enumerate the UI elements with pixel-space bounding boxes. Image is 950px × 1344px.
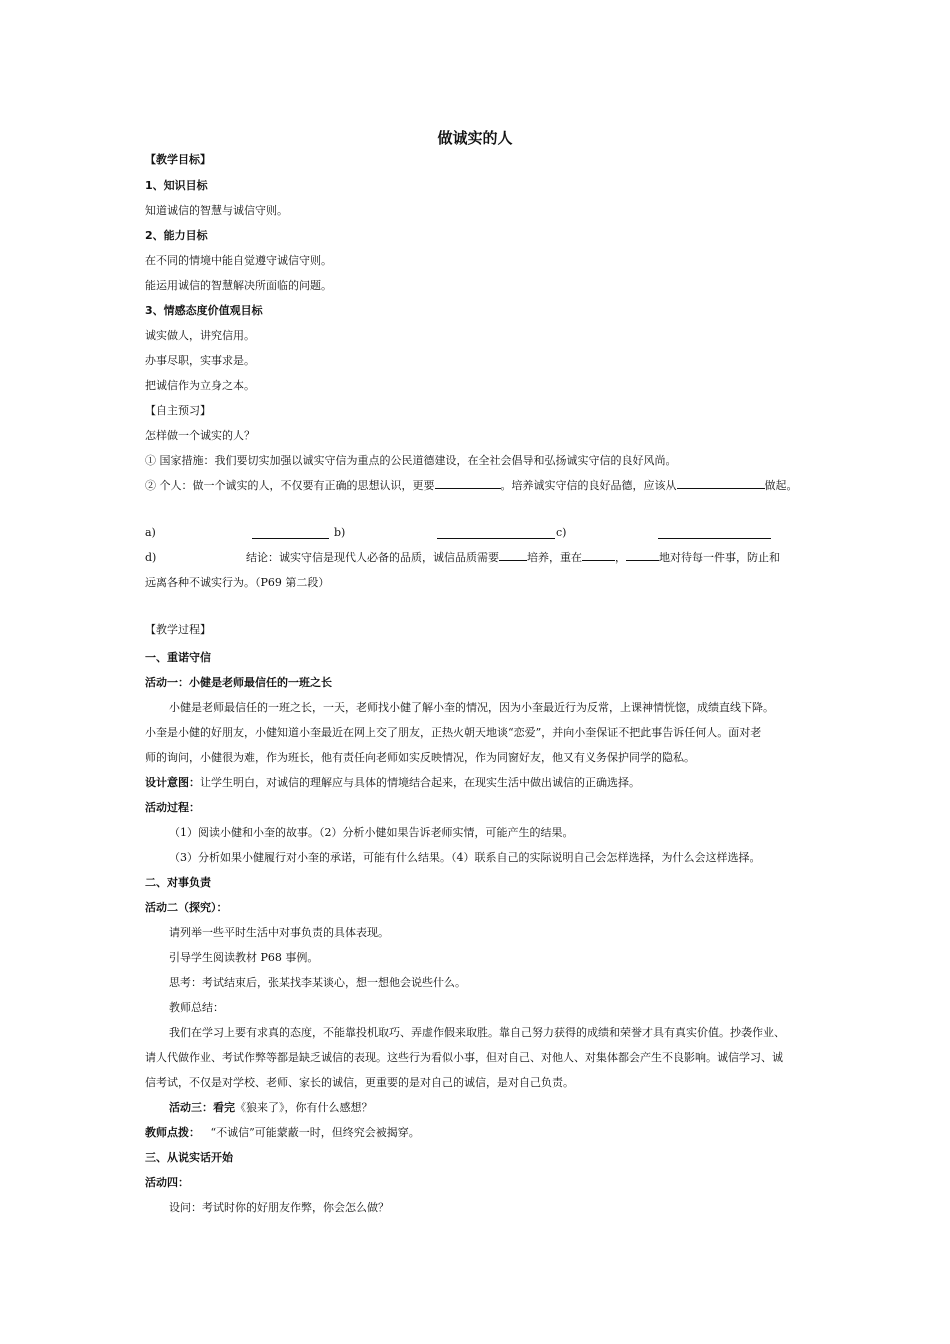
activity-2-item-3: 思考：考试结束后，张某找李某谈心，想一想他会说些什么。	[169, 976, 466, 989]
ability-goal-text-2: 能运用诚信的智慧解决所面临的问题。	[145, 279, 332, 292]
activity-3	[169, 1100, 373, 1116]
design-intent-label: 设计意图：	[145, 776, 200, 789]
fill-blank	[658, 528, 771, 539]
teacher-tip	[145, 1125, 420, 1141]
teacher-tip-label: 教师点拨：	[145, 1126, 200, 1139]
emotion-goal-text-2: 办事尽职，实事求是。	[145, 354, 255, 367]
activity-4-heading: 活动四：	[145, 1176, 189, 1189]
activity-steps-1: （1）阅读小健和小奎的故事。（2）分析小健如果告诉老师实情，可能产生的结果。	[169, 826, 574, 839]
fill-blank	[499, 550, 527, 561]
preview-personal-part-3: 做起。	[764, 479, 798, 492]
preview-personal-part-2: 。培养诚实守信的良好品德，应该从	[500, 479, 677, 492]
story-line-3: 师的询问，小健很为难，作为班长，他有责任向老师如实反映情况，作为同窗好友，他又有义务保护同学的隐私。	[145, 751, 695, 764]
conclusion-part-4: 地对待每一件事，防止和	[659, 551, 780, 564]
activity-2-heading: 活动二（探究）：	[145, 901, 228, 914]
option-d-label: d)	[145, 551, 157, 564]
preview-question: 怎样做一个诚实的人？	[145, 429, 255, 442]
fill-blank	[435, 478, 501, 489]
story-line-1: 小健是老师最信任的一班之长，一天，老师找小健了解小奎的情况，因为小奎最近行为反常，上课神情恍惚，成绩直线下降。	[169, 701, 774, 714]
preview-heading: 【自主预习】	[145, 404, 211, 417]
design-intent-text: 让学生明白，对诚信的理解应与具体的情境结合起来，在现实生活中做出诚信的正确选择。	[200, 776, 640, 789]
fill-blank	[437, 528, 555, 539]
teacher-summary-label: 教师总结：	[169, 1001, 224, 1014]
fill-blank	[252, 528, 329, 539]
section-3-heading: 三、从说实话开始	[145, 1151, 233, 1164]
preview-conclusion	[246, 550, 780, 566]
goals-heading: 【教学目标】	[145, 153, 211, 166]
summary-line-2: 请人代做作业、考试作弊等都是缺乏诚信的表现。这些行为看似小事，但对自己、对他人、对集体都会产生不良影响。诚信学习、诚	[145, 1051, 783, 1064]
fill-blank	[626, 550, 659, 561]
document-title: 做诚实的人	[437, 129, 513, 147]
preview-personal-part-1: ② 个人：做一个诚实的人，不仅要有正确的思想认识，更要	[145, 479, 435, 492]
activity-steps-2: （3）分析如果小健履行对小奎的承诺，可能有什么结果。（4）联系自己的实际说明自己会怎样选择，为什么会这样选择。	[169, 851, 761, 864]
emotion-goal-text-1: 诚实做人，讲究信用。	[145, 329, 255, 342]
preview-personal	[145, 478, 798, 494]
process-heading: 【教学过程】	[145, 623, 211, 636]
story-line-2: 小奎是小健的好朋友，小健知道小奎最近在网上交了朋友，正热火朝天地谈“恋爱”，并向小奎保证不把此事告诉任何人。面对老	[145, 726, 762, 739]
option-a-label: a)	[145, 526, 156, 539]
emotion-goal-heading: 3、情感态度价值观目标	[145, 304, 263, 317]
ability-goal-heading: 2、能力目标	[145, 229, 208, 242]
summary-line-3: 信考试，不仅是对学校、老师、家长的诚信，更重要的是对自己的诚信，是对自己负责。	[145, 1076, 574, 1089]
fill-blank	[582, 550, 615, 561]
conclusion-part-3: ，	[615, 551, 626, 564]
summary-line-1: 我们在学习上要有求真的态度，不能靠投机取巧、弄虚作假来取胜。靠自己努力获得的成绩和荣誉才具有真实价值。抄袭作业、	[169, 1026, 785, 1039]
ability-goal-text-1: 在不同的情境中能自觉遵守诚信守则。	[145, 254, 332, 267]
teacher-tip-text: “不诚信”可能蒙蔽一时，但终究会被揭穿。	[210, 1126, 420, 1139]
activity-3-label: 活动三：看完	[169, 1101, 235, 1114]
option-b-label: b)	[334, 526, 346, 539]
conclusion-continued: 远离各种不诚实行为。（P69 第二段）	[145, 576, 330, 589]
activity-3-text: 《狼来了》，你有什么感想？	[235, 1101, 373, 1114]
preview-national-measures: ① 国家措施：我们要切实加强以诚实守信为重点的公民道德建设，在全社会倡导和弘扬诚实守信的良好风尚。	[145, 454, 677, 467]
fill-blank	[677, 478, 765, 489]
section-2-heading: 二、对事负责	[145, 876, 211, 889]
activity-4-question: 设问：考试时你的好朋友作弊，你会怎么做？	[169, 1201, 389, 1214]
activity-2-item-2: 引导学生阅读教材 P68 事例。	[169, 951, 319, 964]
activity-process-label: 活动过程：	[145, 801, 200, 814]
design-intent	[145, 775, 640, 791]
activity-2-item-1: 请列举一些平时生活中对事负责的具体表现。	[169, 926, 389, 939]
activity-1-heading: 活动一：小健是老师最信任的一班之长	[145, 676, 332, 689]
section-1-heading: 一、重诺守信	[145, 651, 211, 664]
conclusion-part-1: 结论：诚实守信是现代人必备的品质，诚信品质需要	[246, 551, 499, 564]
option-c-label: c)	[556, 526, 567, 539]
conclusion-part-2: 培养，重在	[527, 551, 582, 564]
knowledge-goal-text: 知道诚信的智慧与诚信守则。	[145, 204, 288, 217]
emotion-goal-text-3: 把诚信作为立身之本。	[145, 379, 255, 392]
knowledge-goal-heading: 1、知识目标	[145, 179, 208, 192]
